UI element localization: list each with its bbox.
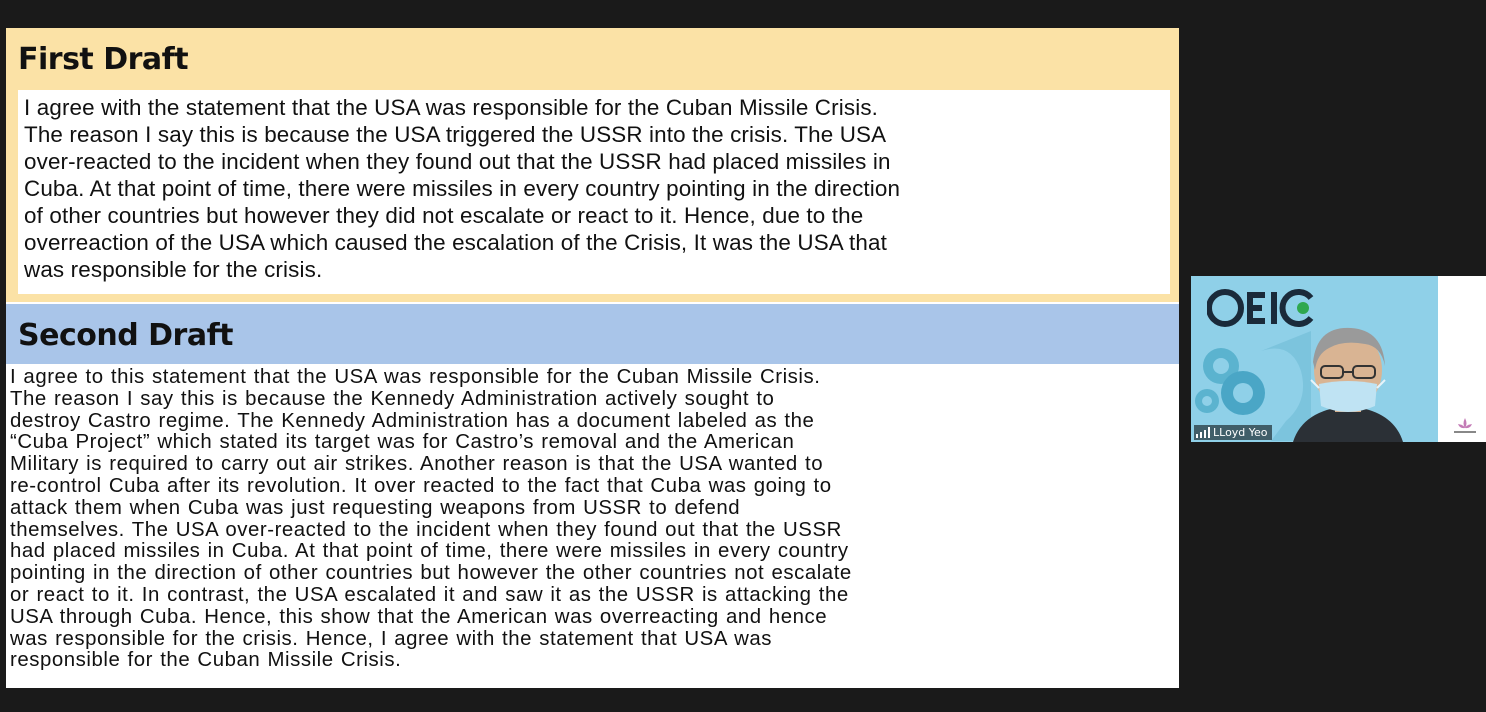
second-draft-title: Second Draft bbox=[18, 318, 233, 353]
first-draft-line: Cuba. At that point of time, there were missiles in every country pointing in the direction bbox=[24, 176, 901, 201]
participant-avatar bbox=[1273, 322, 1423, 442]
signal-bars-icon bbox=[1196, 427, 1210, 438]
second-draft-line: “Cuba Project” which stated its target was for Castro’s removal and the American bbox=[10, 431, 795, 454]
second-draft-line: themselves. The USA over-reacted to the incident when they found out that the USSR bbox=[10, 518, 842, 541]
second-draft-line: or react to it. In contrast, the USA escalated it and saw it as the USSR is attacking the bbox=[10, 583, 849, 606]
first-draft-paragraph bbox=[24, 94, 1164, 283]
first-draft-title: First Draft bbox=[18, 42, 189, 77]
second-draft-line: destroy Castro regime. The Kennedy Administration has a document labeled as the bbox=[10, 409, 815, 432]
second-draft-line: had placed missiles in Cuba. At that point of time, there were missiles in every country bbox=[10, 540, 849, 563]
second-draft-line: was responsible for the crisis. Hence, I agree with the statement that USA was bbox=[10, 627, 772, 650]
second-draft-line: pointing in the direction of other countries but however the other countries not escalate bbox=[10, 562, 852, 585]
first-draft-text-box bbox=[18, 90, 1170, 294]
second-draft-line: I agree to this statement that the USA was responsible for the Cuban Missile Crisis. bbox=[10, 366, 821, 388]
participant-video-tile[interactable] bbox=[1191, 276, 1486, 442]
first-draft-line: over-reacted to the incident when they found out that the USSR had placed missiles in bbox=[24, 149, 891, 174]
second-draft-line: USA through Cuba. Hence, this show that the American was overreacting and hence bbox=[10, 605, 828, 628]
second-draft-paragraph bbox=[10, 367, 1175, 672]
second-draft-line: Military is required to carry out air strikes. Another reason is that the USA wanted to bbox=[10, 453, 824, 476]
presentation-slide bbox=[6, 28, 1179, 688]
participant-name: LLoyd Yeo bbox=[1213, 426, 1268, 439]
second-draft-line: re-control Cuba after its revolution. It over reacted to the fact that Cuba was going to bbox=[10, 474, 832, 497]
second-draft-section bbox=[6, 364, 1179, 688]
first-draft-line: of other countries but however they did not escalate or react to it. Hence, due to the bbox=[24, 203, 864, 228]
first-draft-line: I agree with the statement that the USA was responsible for the Cuban Missile Crisis. bbox=[24, 95, 879, 120]
first-draft-line: overreaction of the USA which caused the escalation of the Crisis, It was the USA that bbox=[24, 230, 887, 255]
second-draft-line: responsible for the Cuban Missile Crisis. bbox=[10, 649, 402, 672]
second-draft-line: The reason I say this is because the Kennedy Administration actively sought to bbox=[10, 387, 775, 410]
first-draft-line: The reason I say this is because the USA triggered the USSR into the crisis. The USA bbox=[24, 122, 887, 147]
corner-logo-icon bbox=[1450, 416, 1480, 436]
second-draft-header bbox=[6, 304, 1179, 364]
first-draft-section bbox=[6, 28, 1179, 302]
first-draft-line: was responsible for the crisis. bbox=[24, 257, 323, 282]
second-draft-line: attack them when Cuba was just requesting weapons from USSR to defend bbox=[10, 496, 741, 519]
participant-name-label bbox=[1194, 425, 1272, 440]
